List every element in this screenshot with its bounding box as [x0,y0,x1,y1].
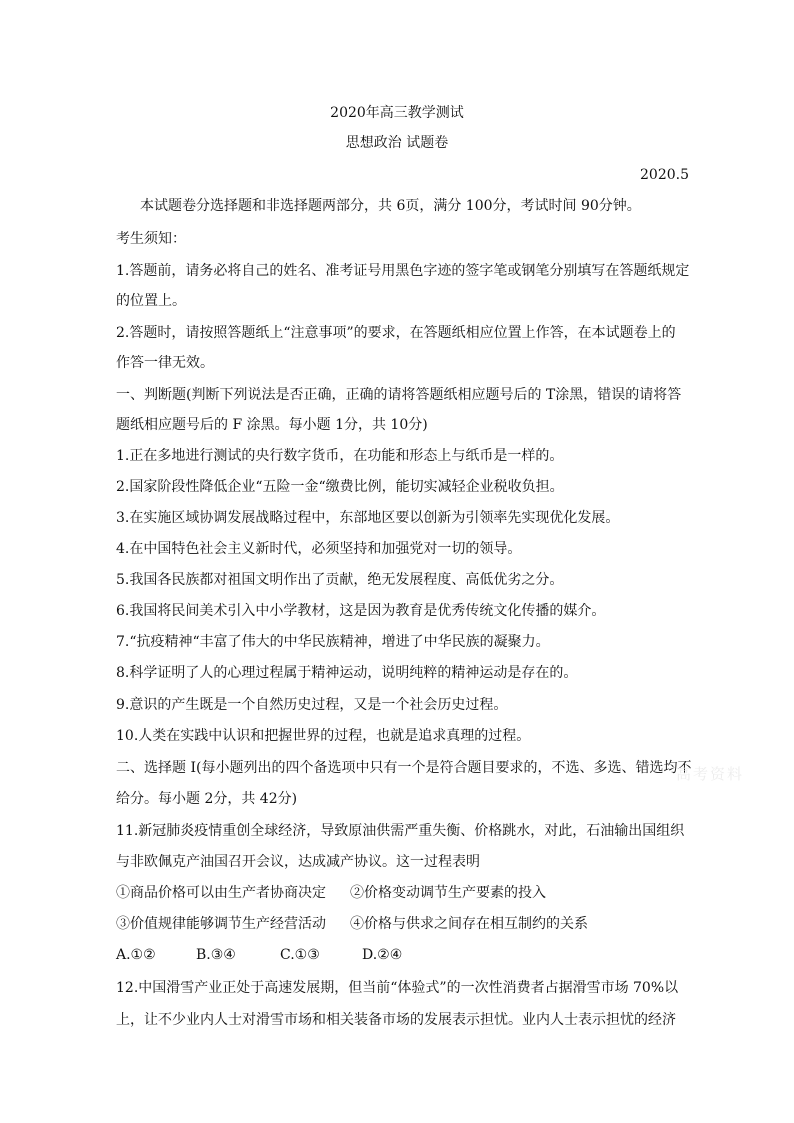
question-7: 7.“抗疫精神“丰富了伟大的中华民族精神，增进了中华民族的凝聚力。 [116,634,550,650]
watermark: 高考资料 [676,765,745,783]
question-10: 10.人类在实践中认识和把握世界的过程，也就是追求真理的过程。 [116,728,531,744]
question-5: 5.我国各民族都对祖国文明作出了贡献，绝无发展程度、高低优劣之分。 [116,572,564,588]
section-2-heading-line-1: 二、选择题 I(每小题列出的四个备选项中只有一个是符合题目要求的，不选、多选、错选均不 [116,760,692,776]
exam-date: 2020.5 [640,167,689,183]
question-4: 4.在中国特色社会主义新时代，必须坚持和加强党对一切的领导。 [116,541,522,557]
section-1-heading-line-2: 题纸相应题号后的 F 涂黑。每小题 1分，共 10分) [116,417,428,433]
question-11-line-1: 11.新冠肺炎疫情重创全球经济，导致原油供需严重失衡、价格跳水，对此，石油输出国组织 [116,823,685,839]
notice-heading: 考生须知： [116,231,186,247]
q11-choice-c: C.①③ [280,947,320,963]
question-2: 2.国家阶段性降低企业“五险一金“缴费比例，能切实减轻企业税收负担。 [116,479,564,495]
question-8: 8.科学证明了人的心理过程属于精神运动，说明纯粹的精神运动是存在的。 [116,665,578,681]
section-2-heading-line-2: 给分。每小题 2分，共 42分) [116,791,298,807]
question-12-line-2: 上，让不少业内人士对滑雪市场和相关装备市场的发展表示担忧。业内人士表示担忧的经济 [116,1012,676,1028]
exam-title: 2020年高三教学测试 [330,105,464,121]
question-9: 9.意识的产生既是一个自然历史过程，又是一个社会历史过程。 [116,697,508,713]
notice-item-1-line-2: 的位置上。 [116,293,186,309]
exam-subtitle: 思想政治 试题卷 [345,135,449,151]
question-11-line-2: 与非欧佩克产油国召开会议，达成减产协议。这一过程表明 [116,854,480,870]
q11-choice-d: D.②④ [362,947,403,963]
notice-item-2-line-1: 2.答题时，请按照答题纸上“注意事项”的要求，在答题纸相应位置上作答，在本试题卷上的 [116,325,676,341]
q11-statement-4: ④价格与供求之间存在相互制约的关系 [350,916,588,932]
q11-statement-2: ②价格变动调节生产要素的投入 [350,885,546,901]
q11-statement-1: ①商品价格可以由生产者协商决定 [116,885,326,901]
section-1-heading-line-1: 一、判断题(判断下列说法是否正确，正确的请将答题纸相应题号后的 T涂黑，错误的请将答 [116,387,682,403]
q11-statement-3: ③价值规律能够调节生产经营活动 [116,916,326,932]
notice-item-1-line-1: 1.答题前，请务必将自己的姓名、准考证号用黑色字迹的签字笔或钢笔分别填写在答题纸规定 [116,263,690,279]
notice-item-2-line-2: 作答一律无效。 [116,355,214,371]
q11-choice-b: B.③④ [196,947,236,963]
intro-text: 本试题卷分选择题和非选择题两部分，共 6页，满分 100分，考试时间 90分钟。 [140,198,641,214]
q11-choice-a: A.①② [116,947,156,963]
question-6: 6.我国将民间美术引入中小学教材，这是因为教育是优秀传统文化传播的媒介。 [116,603,606,619]
question-3: 3.在实施区域协调发展战略过程中，东部地区要以创新为引领率先实现优化发展。 [116,510,620,526]
question-12-line-1: 12.中国滑雪产业正处于高速发展期，但当前“体验式”的一次性消费者占据滑雪市场 70%以 [116,980,679,996]
question-1: 1.正在多地进行测试的央行数字货币，在功能和形态上与纸币是一样的。 [116,448,564,464]
